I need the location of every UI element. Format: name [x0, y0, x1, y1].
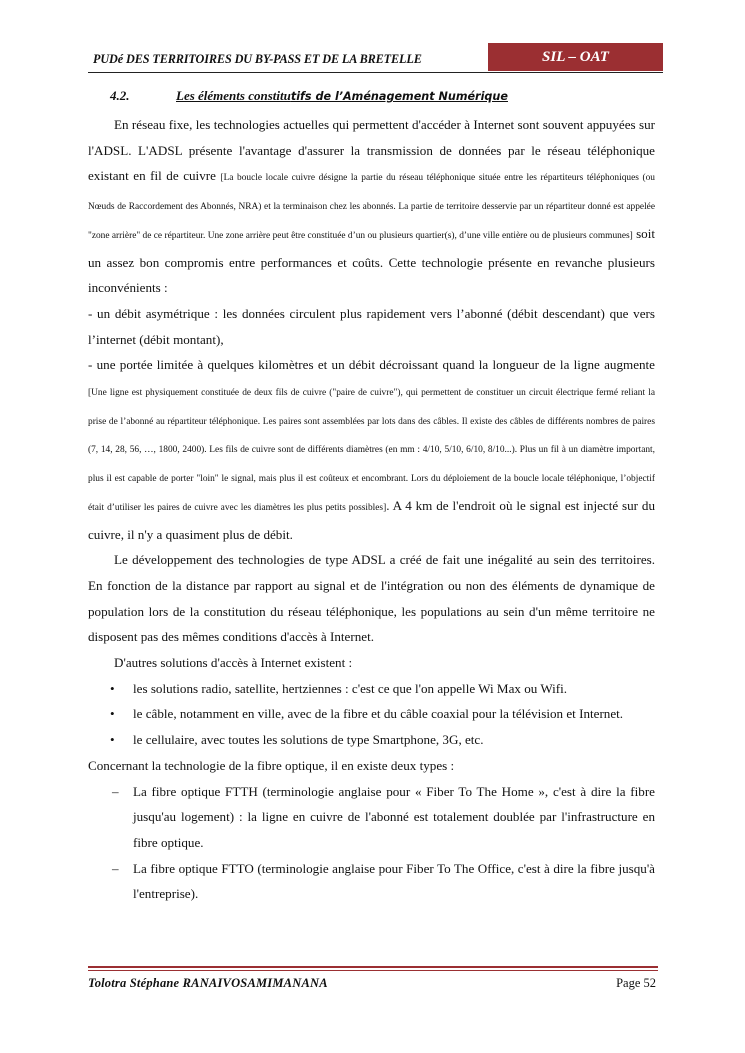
page-number: Page 52: [616, 976, 656, 990]
bullet-marker: •: [110, 706, 115, 722]
page-header: [88, 43, 663, 73]
list-item: [88, 701, 655, 727]
page-content: [88, 84, 655, 907]
list-item-text: La fibre optique FTTO (terminologie anglaise pour Fiber To The Office, c'est à dire la fibre jusqu'à l'entreprise).: [133, 860, 655, 902]
footer-author: Tolotra Stéphane RANAIVOSAMIMANANA: [88, 976, 328, 990]
section-title-part2: tifs de l’Aménagement Numérique: [290, 90, 508, 103]
header-rule: [88, 72, 663, 73]
dash-marker: –: [112, 860, 119, 876]
paragraph-portee-tail: . A 4 km de l'endroit où le signal est injecté sur du cuivre, il n'y a quasiment plus de débit.: [88, 497, 655, 542]
list-item-text: le cellulaire, avec toutes les solutions de type Smartphone, 3G, etc.: [133, 732, 484, 748]
section-title: [176, 88, 508, 103]
note-boucle-locale: [La boucle locale cuivre désigne la partie du réseau téléphonique située entre les répartiteurs téléphoniques (ou Nœuds de Raccordement des Abonnés, NRA) et la terminaison chez les abonnés. La partie de territoire desservie par un répartiteur donné est appelée "zone arrière" de ce répartiteur. Une zone arrière peut être constituée d’un ou plusieurs quartier(s), d’une ville entière ou de plusieurs communes]: [88, 173, 655, 241]
list-item: [88, 676, 655, 702]
list-item-text: La fibre optique FTTH (terminologie anglaise pour « Fiber To The Home », c'est à dire la fibre jusqu'au logement) : la ligne en cuivre de l'abonné est totalement doublée par l'infrastructure en fibre optique.: [133, 783, 655, 850]
bullet-marker: •: [110, 680, 115, 696]
page-footer: [88, 966, 658, 996]
paragraph-adsl-main: En réseau fixe, les technologies actuelles qui permettent d'accéder à Internet sont souvent appuyées sur l'ADSL. L'ADSL présente l'avantage d'assurer la transmission de données par le réseau téléphonique existant en fil de cuivre: [88, 117, 655, 184]
list-item: [88, 779, 655, 856]
section-heading: [110, 84, 655, 109]
list-item: [88, 727, 655, 753]
solutions-list: [88, 676, 655, 753]
section-title-part1: Les éléments constitu: [176, 88, 291, 103]
paragraph-autres-solutions: D'autres solutions d'accès à Internet existent :: [114, 655, 353, 671]
header-title: PUDé DES TERRITOIRES DU BY-PASS ET DE LA BRETELLE: [93, 52, 422, 66]
list-item-text: le câble, notamment en ville, avec de la fibre et du câble coaxial pour la télévision et Internet.: [133, 706, 624, 722]
fibre-types-list: [88, 779, 655, 908]
bullet-marker: •: [110, 732, 115, 748]
footer-rule-thick: [88, 966, 658, 968]
paragraph-portee-main: - une portée limitée à quelques kilomètres et un débit décroissant quand la longueur de la ligne augmente: [88, 357, 655, 373]
dash-marker: –: [112, 783, 119, 799]
note-ligne-cuivre: [Une ligne est physiquement constituée de deux fils de cuivre ("paire de cuivre"), qui permettent de constituer un circuit électrique fermé reliant la prise de l’abonné au répartiteur téléphonique. Les paires sont assemblées par lots dans des câbles. Il existe des câbles de différents nombres de paires (7, 14, 28, 56, …, 1800, 2400). Les fils de cuivre sont de différents diamètres (en mm : 4/10, 5/10, 6/10, 8/10...). Plus un fil à un diamètre important, plus il est capable de porter "loin" le signal, mais plus il est coûteux et encombrant. Lors du déploiement de la boucle locale téléphonique, l’objectif était d’utiliser les paires de cuivre avec les diamètres les plus petits possibles]: [88, 388, 655, 513]
paragraph-fibre-optique: Concernant la technologie de la fibre optique, il en existe deux types :: [88, 757, 455, 773]
paragraph-portee-limitee: [88, 352, 655, 547]
paragraph-adsl: [88, 112, 655, 301]
section-number: 4.2.: [110, 88, 130, 103]
list-item-text: les solutions radio, satellite, hertziennes : c'est ce que l'on appelle Wi Max ou Wifi.: [133, 680, 568, 696]
paragraph-adsl-tail: soit un assez bon compromis entre performances et coûts. Cette technologie présente en revanche plusieurs inconvénients :: [88, 225, 655, 296]
header-badge: SIL – OAT: [488, 43, 663, 71]
list-item: [88, 856, 655, 907]
paragraph-debit-asymetrique: - un débit asymétrique : les données circulent plus rapidement vers l’abonné (débit descendant) que vers l’internet (débit montant),: [88, 305, 655, 347]
footer-rule-thin: [88, 970, 658, 971]
paragraph-developpement: Le développement des technologies de type ADSL a créé de fait une inégalité au sein des territoires. En fonction de la distance par rapport au signal et de l'intégration ou non des éléments de dynamique de population lors de la constitution du réseau téléphonique, les populations au sein d'un même territoire ne disposent pas des mêmes conditions d'accès à Internet.: [88, 552, 655, 645]
